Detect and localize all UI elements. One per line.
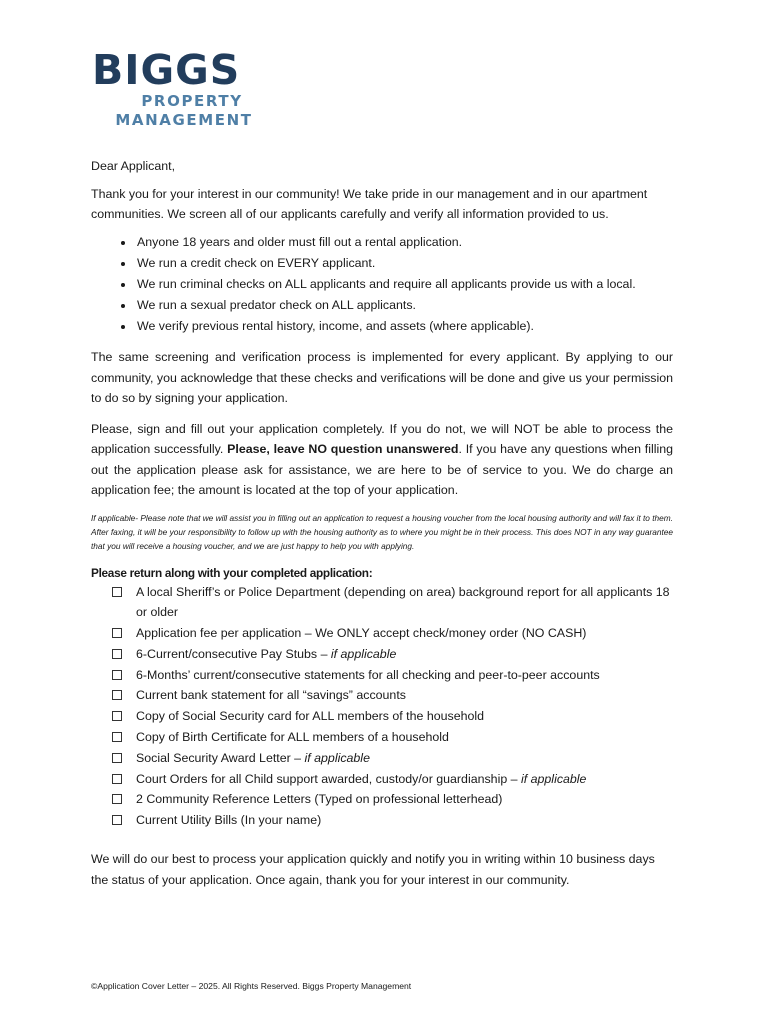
checkbox-icon bbox=[112, 732, 122, 742]
checklist-item: Current bank statement for all “savings” accounts bbox=[91, 685, 673, 706]
logo-wordmark: BIGGS bbox=[92, 46, 241, 94]
checkbox-icon bbox=[112, 774, 122, 784]
instructions-paragraph bbox=[91, 419, 673, 501]
screening-paragraph: The same screening and verification process is implemented for every applicant. By applying to our community, you acknowledge that these checks and verifications will be done and give us your permission to do so by signing your application. bbox=[91, 350, 673, 405]
list-item: • Anyone 18 years and older must fill out a rental application. bbox=[135, 232, 673, 253]
checkbox-icon bbox=[112, 649, 122, 659]
greeting: Dear Applicant, bbox=[91, 159, 176, 173]
letter-body bbox=[91, 156, 673, 890]
checklist-item: Current Utility Bills (In your name) bbox=[91, 810, 673, 831]
checklist-item: 6-Current/consecutive Pay Stubs – if applicable bbox=[91, 644, 673, 665]
checklist-item: Copy of Birth Certificate for ALL members of a household bbox=[91, 727, 673, 748]
checklist-item: 2 Community Reference Letters (Typed on professional letterhead) bbox=[91, 789, 673, 810]
checklist-item: 6-Months’ current/consecutive statements for all checking and peer-to-peer accounts bbox=[91, 665, 673, 686]
checklist-item: Court Orders for all Child support awarded, custody/or guardianship – if applicable bbox=[91, 769, 673, 790]
company-logo bbox=[92, 48, 302, 130]
logo-subtitle-property: PROPERTY bbox=[141, 92, 243, 110]
checklist-item: Application fee per application – We ONLY accept check/money order (NO CASH) bbox=[91, 623, 673, 644]
checkbox-icon bbox=[112, 587, 122, 597]
checkbox-icon bbox=[112, 711, 122, 721]
list-item: • We run criminal checks on ALL applicants and require all applicants provide us with a local. bbox=[135, 274, 673, 295]
checkbox-icon bbox=[112, 670, 122, 680]
checkbox-icon bbox=[112, 628, 122, 638]
document-checklist bbox=[91, 582, 673, 832]
checkbox-icon bbox=[112, 815, 122, 825]
screening-list bbox=[91, 232, 673, 337]
intro-paragraph: Thank you for your interest in our community! We take pride in our management and in our apartment communities. We screen all of our applicants carefully and verify all information provided to us. bbox=[91, 187, 648, 221]
logo-subtitle-management: MANAGEMENT bbox=[115, 111, 253, 129]
checkbox-icon bbox=[112, 794, 122, 804]
checklist-item: Copy of Social Security card for ALL members of the household bbox=[91, 706, 673, 727]
list-item: • We verify previous rental history, income, and assets (where applicable). bbox=[135, 316, 673, 337]
checkbox-icon bbox=[112, 753, 122, 763]
checklist-item: A local Sheriff’s or Police Department (depending on area) background report for all applicants 18 or older bbox=[91, 582, 673, 624]
checklist-heading: Please return along with your completed application: bbox=[91, 565, 373, 580]
list-item: • We run a sexual predator check on ALL applicants. bbox=[135, 295, 673, 316]
instructions-text-end: . If you have any questions when filling out the application please ask for assistance, we are here to be of service to you. We do charge an application fee; the amount is located at the top of your application. bbox=[91, 442, 673, 497]
voucher-note: If applicable- Please note that we will assist you in filling out an application to request a housing voucher from the local housing authority and will fax it to them. After faxing, it will be your responsibility to follow up with the housing authority as to where you might be in their process. This does NOT in any way guarantee that you will receive a housing voucher, and we are just happy to help you with applying. bbox=[91, 512, 673, 551]
closing-paragraph: We will do our best to process your application quickly and notify you in writing within 10 business days the status of your application. Once again, thank you for your interest in our community. bbox=[91, 852, 655, 887]
footer-copyright: ©Application Cover Letter – 2025. All Rights Reserved. Biggs Property Management bbox=[91, 981, 412, 991]
instructions-text: Please, sign and fill out your application completely. If you do not, we will NOT be able to process the application successfully. bbox=[91, 421, 673, 456]
checklist-item: Social Security Award Letter – if applicable bbox=[91, 748, 673, 769]
checkbox-icon bbox=[112, 690, 122, 700]
list-item: • We run a credit check on EVERY applicant. bbox=[135, 253, 673, 274]
instructions-emphasis: Please, leave NO question unanswered bbox=[227, 442, 459, 456]
